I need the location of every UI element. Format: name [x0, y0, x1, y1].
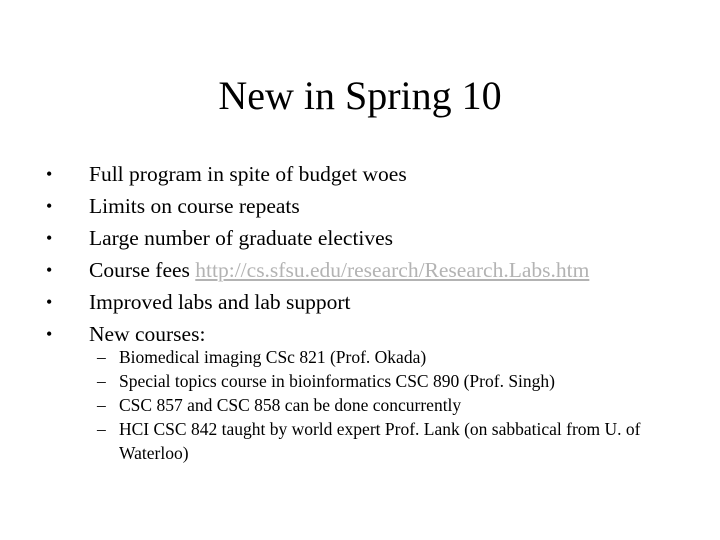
bullet-item: [0, 190, 720, 222]
bullet-list: [0, 158, 720, 350]
sub-bullet-item: [0, 417, 720, 465]
sub-bullet-item: [0, 393, 720, 417]
bullet-text: Full program in spite of budget woes: [89, 162, 407, 186]
dash-marker: –: [97, 419, 106, 439]
sub-bullet-text: Biomedical imaging CSc 821 (Prof. Okada): [119, 347, 427, 367]
bullet-item: [0, 286, 720, 318]
bullet-text-course-fees: [89, 254, 589, 286]
slide-title: New in Spring 10: [218, 73, 502, 118]
dash-marker: –: [97, 347, 106, 367]
bullet-item: [0, 254, 720, 286]
bullet-marker: •: [46, 164, 53, 184]
course-fees-label: Course fees: [89, 258, 196, 282]
sub-bullet-text: Special topics course in bioinformatics CSC 890 (Prof. Singh): [119, 371, 555, 391]
sub-bullet-item: [0, 345, 720, 369]
bullet-marker: •: [46, 260, 53, 280]
research-labs-link[interactable]: http://cs.sfsu.edu/research/Research.Labs.htm: [195, 258, 590, 282]
bullet-marker: •: [46, 196, 53, 216]
bullet-text: Improved labs and lab support: [89, 290, 351, 314]
sub-bullet-text: CSC 857 and CSC 858 can be done concurrently: [119, 395, 462, 415]
sub-bullet-text: HCI CSC 842 taught by world expert Prof. Lank (on sabbatical from U. of Waterloo): [119, 419, 641, 463]
sub-bullet-item: [0, 369, 720, 393]
sub-bullet-list: [0, 345, 720, 465]
bullet-item: [0, 222, 720, 254]
dash-marker: –: [97, 371, 106, 391]
bullet-text: Large number of graduate electives: [89, 226, 394, 250]
bullet-item: [0, 158, 720, 190]
bullet-marker: •: [46, 228, 53, 248]
bullet-text: New courses:: [89, 322, 206, 346]
bullet-text: Limits on course repeats: [89, 194, 300, 218]
bullet-marker: •: [46, 324, 53, 344]
dash-marker: –: [97, 395, 106, 415]
bullet-marker: •: [46, 292, 53, 312]
